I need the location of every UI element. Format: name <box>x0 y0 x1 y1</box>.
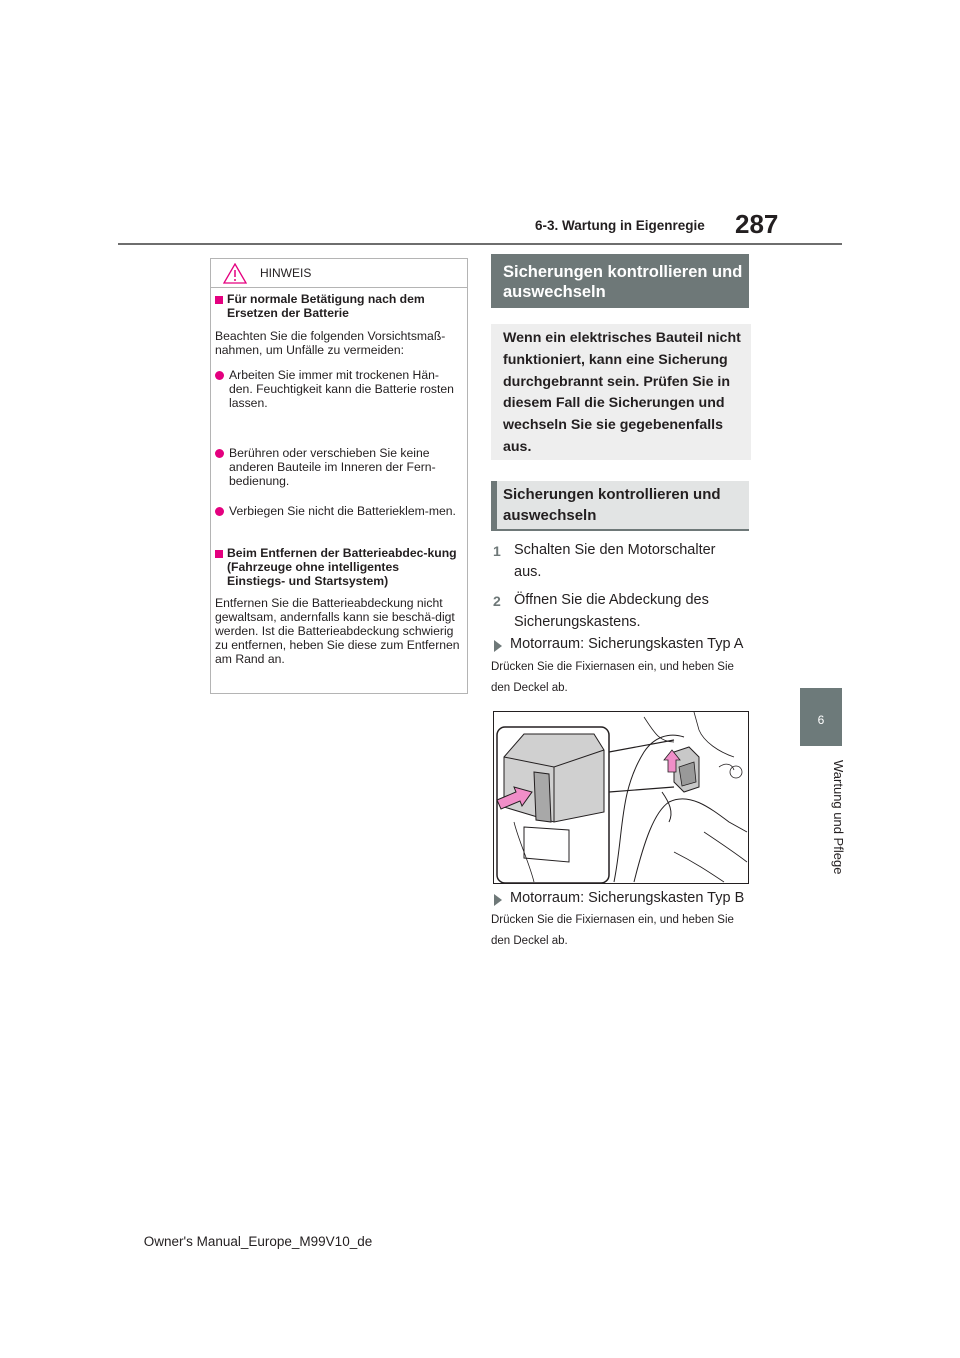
notice-body: Entfernen Sie die Batterieabdeckung nicht gewaltsam, andernfalls kann sie beschä-digt werden. Ist die Batterieabdeckung schwierig zu entfernen, heben Sie diese zum Entfernen am Rand an. <box>215 596 460 666</box>
fuse-box-type-note: Drücken Sie die Fixiernasen ein, und heben Sie den Deckel ab. <box>491 914 734 947</box>
triangle-bullet-icon <box>494 640 502 652</box>
notice-intro: Beachten Sie die folgenden Vorsichtsmaß-nahmen, um Unfälle zu vermeiden: <box>215 329 446 357</box>
subtitle-bar <box>491 481 749 531</box>
main-title: Sicherungen kontrollieren und auswechseln <box>503 263 743 301</box>
footer <box>0 1234 960 1249</box>
notice-box <box>210 258 468 694</box>
round-bullet-icon <box>215 371 224 380</box>
triangle-bullet-icon <box>494 894 502 906</box>
notice-bullet: Verbiegen Sie nicht die Batterieklem-men. <box>229 504 456 518</box>
page-number: 287 <box>735 209 779 239</box>
step-number: 2 <box>493 593 501 609</box>
notice-header <box>211 259 467 288</box>
main-title-bar <box>491 254 749 308</box>
square-bullet-icon <box>215 296 223 304</box>
step-text: Schalten Sie den Motorschalter aus. <box>514 542 716 580</box>
round-bullet-icon <box>215 507 224 516</box>
subtitle: Sicherungen kontrollieren und auswechseln <box>503 486 721 524</box>
footer-text: Owner's Manual_Europe_M99V10_de <box>143 1234 373 1249</box>
header-rule <box>118 243 842 245</box>
intro-box <box>491 324 751 460</box>
chapter-number: 6 <box>817 713 825 727</box>
round-bullet-icon <box>215 449 224 458</box>
warning-icon <box>223 263 247 284</box>
notice-bullet: Arbeiten Sie immer mit trockenen Hän-den. Feuchtigkeit kann die Batterie rosten lassen. <box>229 368 454 410</box>
notice-section-title: Für normale Betätigung nach dem Ersetzen der Batterie <box>227 292 425 320</box>
step-number: 1 <box>493 543 501 559</box>
notice-bullet: Berühren oder verschieben Sie keine anderen Bauteile im Inneren der Fern-bedienung. <box>229 446 436 488</box>
fuse-box-type-note: Drücken Sie die Fixiernasen ein, und heben Sie den Deckel ab. <box>491 661 734 694</box>
fuse-box-illustration <box>493 711 749 884</box>
step-text: Öffnen Sie die Abdeckung des Sicherungskastens. <box>514 592 709 630</box>
section-heading: 6-3. Wartung in Eigenregie <box>535 218 705 233</box>
intro-text: Wenn ein elektrisches Bauteil nicht funktioniert, kann eine Sicherung durchgebrannt sein. Prüfen Sie in diesem Fall die Sicherungen und wechseln Sie sie gegebenenfalls aus. <box>503 330 741 455</box>
chapter-title: Wartung und Pflege <box>831 760 846 875</box>
notice-section-title: Beim Entfernen der Batterieabdec-kung (Fahrzeuge ohne intelligentes Einstiegs- und Startsystem) <box>227 546 457 588</box>
fuse-box-type-label: Motorraum: Sicherungskasten Typ A <box>510 636 744 652</box>
fuse-box-type-label: Motorraum: Sicherungskasten Typ B <box>510 890 745 906</box>
square-bullet-icon <box>215 550 223 558</box>
notice-heading: HINWEIS <box>260 266 312 280</box>
engine-bay-illustration <box>494 712 748 883</box>
